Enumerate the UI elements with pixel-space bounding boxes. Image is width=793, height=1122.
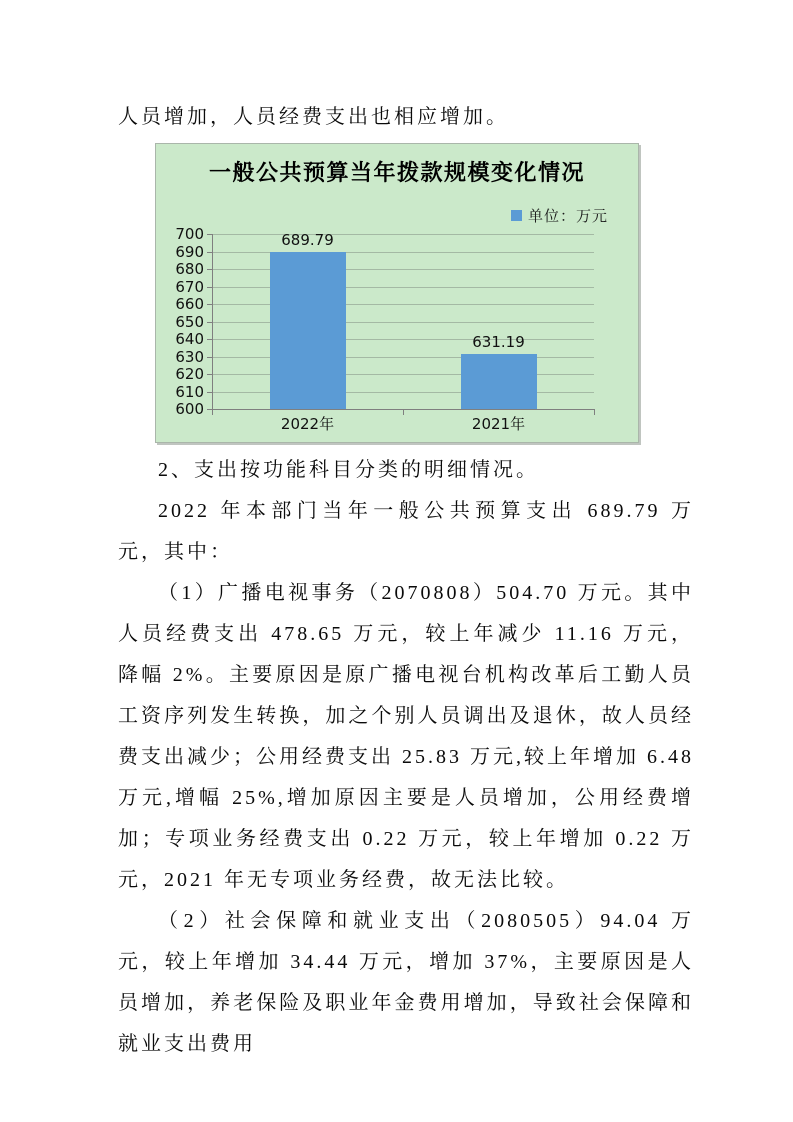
chart-bar [270, 252, 346, 409]
x-axis-category-label: 2021年 [471, 415, 526, 433]
intro-paragraph: 人员增加，人员经费支出也相应增加。 [118, 106, 509, 128]
chart-bar [461, 354, 537, 409]
chart-title: 一般公共预算当年拨款规模变化情况 [208, 161, 585, 186]
x-axis-tick [403, 410, 404, 415]
document-body [118, 450, 694, 1065]
bar-value-label: 631.19 [472, 333, 525, 352]
budget-bar-chart [155, 143, 639, 443]
bar-value-label: 689.79 [281, 230, 334, 249]
legend-label: 单位：万元 [527, 207, 608, 225]
x-axis-tick [212, 410, 213, 415]
body-paragraph: 2022 年本部门当年一般公共预算支出 689.79 万元，其中： [118, 500, 694, 563]
y-axis-tick-label: 600 [175, 400, 204, 418]
chart-legend [511, 205, 608, 226]
y-axis-tick-label: 650 [175, 312, 204, 331]
legend-marker-icon [511, 210, 522, 221]
y-axis-tick-label: 670 [175, 277, 204, 296]
y-axis-tick-label: 620 [175, 365, 204, 383]
chart-plot [175, 225, 594, 433]
y-axis-tick-label: 690 [175, 242, 204, 261]
y-axis-tick-label: 700 [175, 225, 204, 243]
body-paragraph: 2、支出按功能科目分类的明细情况。 [158, 459, 539, 481]
y-axis-tick-label: 610 [175, 382, 204, 401]
y-axis-tick-label: 660 [175, 295, 204, 313]
body-paragraph: （1）广播电视事务（2070808）504.70 万元。其中人员经费支出 478.65 万元，较上年减少 11.16 万元，降幅 2%。主要原因是原广播电视台机构改革后工勤人员工资序列发生转换，加之个别人员调出及退休，故人员经费支出减少；公用经费支出 25.83 万元,较上年增加 6.48 万元,增幅 25%,增加原因主要是人员增加，公用经费增加；专项业务经费支出 0.22 万元，较上年增加 0.22 万元，2021 年无专项业务经费，故无法比较。 [118, 582, 694, 891]
body-paragraph: （2）社会保障和就业支出（2080505）94.04 万元，较上年增加 34.44 万元，增加 37%，主要原因是人员增加，养老保险及职业年金费用增加，导致社会保障和就业支出费用 [118, 910, 694, 1055]
x-axis-category-label: 2022年 [280, 415, 335, 433]
y-axis-tick-label: 680 [175, 260, 204, 278]
y-axis-tick-label: 640 [175, 330, 204, 348]
y-axis-line [212, 234, 213, 410]
y-axis-tick-label: 630 [175, 347, 204, 366]
x-axis-tick [594, 410, 595, 415]
